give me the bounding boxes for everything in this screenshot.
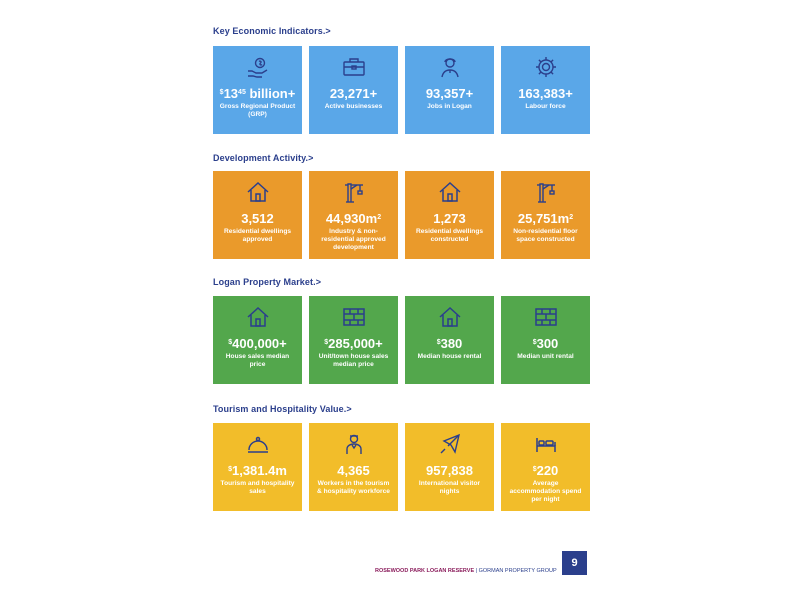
stat-tile-workers <box>309 423 398 511</box>
stat-label: Gross Regional Product (GRP) <box>219 103 296 118</box>
property-market-row <box>213 296 590 384</box>
stat-tile-unit-rental <box>501 296 590 384</box>
stat-label: Industry & non-residential approved development <box>321 228 386 251</box>
house-icon <box>437 304 463 330</box>
cloche-icon <box>245 431 271 457</box>
stat-tile-labour <box>501 46 590 134</box>
stat-value: 23,271+ <box>329 86 378 101</box>
stat-tile-grp <box>213 46 302 134</box>
stat-label: Non-residential floor space constructed <box>513 228 578 243</box>
stat-value: $285,000+ <box>324 336 383 351</box>
stat-label: Workers in the tourism & hospitality workforce <box>317 480 390 495</box>
bricks-icon <box>533 304 559 330</box>
stat-value: $25,751m^2$ <box>517 211 574 226</box>
stat-value: $^{\$}13^{45}$ billion+ <box>219 86 296 101</box>
crane-icon <box>341 179 367 205</box>
page-number: 9 <box>562 551 587 575</box>
section-title-development: Development Activity.> <box>213 153 314 163</box>
stat-label: Tourism and hospitality sales <box>220 480 295 495</box>
section-title-property: Logan Property Market.> <box>213 277 322 287</box>
stat-label: Median unit rental <box>517 353 574 360</box>
stat-tile-industry-approved <box>309 171 398 259</box>
stat-label: Residential dwellings constructed <box>415 228 484 243</box>
stat-value: 1,273 <box>433 211 466 226</box>
stat-value: 93,357+ <box>425 86 474 101</box>
stat-value: $44,930m^2$ <box>325 211 382 226</box>
stat-tile-accommodation <box>501 423 590 511</box>
worker-icon <box>437 54 463 80</box>
stat-value: $300 <box>532 336 559 351</box>
footer-separator: | <box>474 568 479 574</box>
section-title-tourism: Tourism and Hospitality Value.> <box>213 404 352 414</box>
stat-label: International visitor nights <box>418 480 481 495</box>
stat-tile-jobs <box>405 46 494 134</box>
stat-tile-dwellings-constructed <box>405 171 494 259</box>
stat-tile-dwellings-approved <box>213 171 302 259</box>
house-icon <box>437 179 463 205</box>
footer-brand: ROSEWOOD PARK LOGAN RESERVE <box>375 568 475 574</box>
crane-icon <box>533 179 559 205</box>
stat-value: 957,838 <box>426 463 473 478</box>
stat-tile-house-price <box>213 296 302 384</box>
development-activity-row <box>213 171 590 259</box>
stat-value: 3,512 <box>241 211 274 226</box>
stat-tile-visitor-nights <box>405 423 494 511</box>
tourism-row <box>213 423 590 511</box>
economic-indicators-row <box>213 46 590 134</box>
money-hand-icon <box>245 54 271 80</box>
gear-icon <box>533 54 559 80</box>
stat-value: 163,383+ <box>518 86 573 101</box>
stat-tile-house-rental <box>405 296 494 384</box>
waiter-icon <box>341 431 367 457</box>
bed-icon <box>533 431 559 457</box>
section-title-economic: Key Economic Indicators.> <box>213 26 331 36</box>
stat-label: Jobs in Logan <box>427 103 472 110</box>
stat-tile-unit-price <box>309 296 398 384</box>
house-icon <box>245 179 271 205</box>
footer-company: GORMAN PROPERTY GROUP <box>478 568 557 574</box>
stat-label: Unit/town house sales median price <box>318 353 389 368</box>
house-icon <box>245 304 271 330</box>
briefcase-icon <box>341 54 367 80</box>
stat-value: $400,000+ <box>228 336 287 351</box>
stat-label: Residential dwellings approved <box>223 228 292 243</box>
stat-label: Active businesses <box>324 103 383 110</box>
stat-value: $1,381.4m <box>228 463 287 478</box>
stat-value: $380 <box>436 336 463 351</box>
stat-label: Median house rental <box>417 353 482 360</box>
stat-tile-floor-space <box>501 171 590 259</box>
page-footer <box>375 568 557 574</box>
stat-value: 4,365 <box>337 463 370 478</box>
stat-label: Labour force <box>525 103 566 110</box>
bricks-icon <box>341 304 367 330</box>
stat-value: $220 <box>532 463 559 478</box>
stat-label: Average accommodation spend per night <box>509 480 582 503</box>
stat-label: House sales median price <box>225 353 290 368</box>
stat-tile-businesses <box>309 46 398 134</box>
stat-tile-tourism-sales <box>213 423 302 511</box>
airplane-icon <box>437 431 463 457</box>
